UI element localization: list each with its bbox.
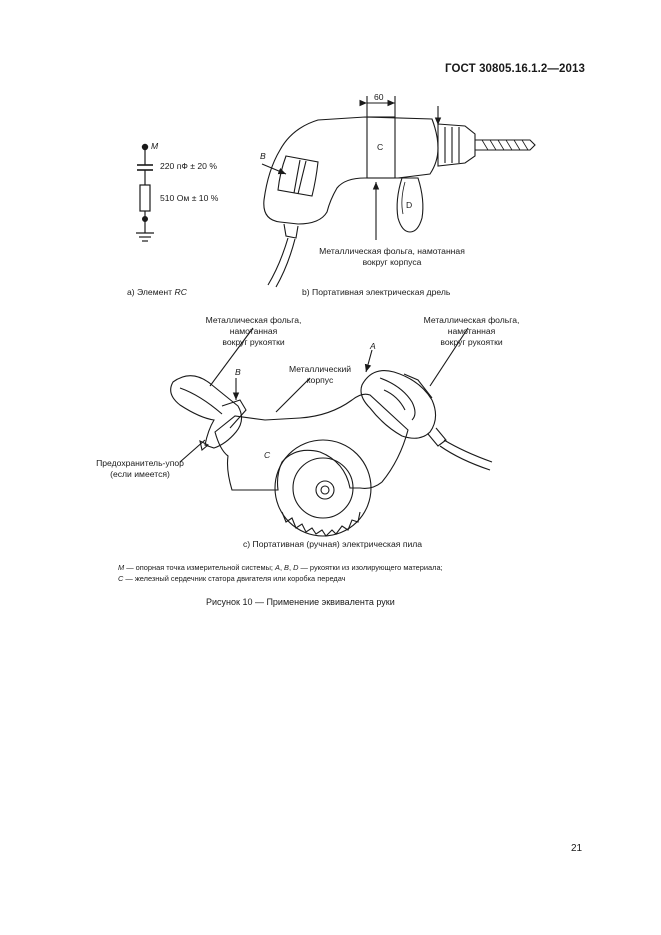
legend-m: M <box>118 563 125 572</box>
capacitor-value: 220 пФ ± 20 % <box>160 161 217 171</box>
caption-c: с) Портативная (ручная) электрическая пила <box>243 539 423 549</box>
saw-left-foil-line3: вокруг рукоятки <box>222 337 285 347</box>
legend-sep2: , <box>288 563 294 572</box>
legend-sep1: , <box>279 563 285 572</box>
caption-a-rc: RC <box>174 287 187 297</box>
saw-front-handle <box>361 371 436 439</box>
saw-left-foil-line1: Металлическая фольга, <box>205 315 302 325</box>
drill-label-b: B <box>260 151 266 161</box>
saw-right-foil-line1: Металлическая фольга, <box>423 315 520 325</box>
saw-guard-label <box>90 458 190 480</box>
page-number: 21 <box>571 843 583 854</box>
saw-left-foil-line2: намотанная <box>229 326 278 336</box>
drill-bit <box>475 140 535 150</box>
legend-c: C <box>118 574 124 583</box>
arrow-a-saw <box>366 350 372 372</box>
legend-b: B <box>284 563 289 572</box>
drill-foil-line1: Металлическая фольга, намотанная <box>319 246 465 256</box>
legend-text1: — опорная точка измерительной системы; <box>124 563 275 572</box>
label-m: M <box>151 141 159 151</box>
caption-a <box>127 287 187 297</box>
drill-foil-label <box>312 246 472 268</box>
saw-label-a: A <box>370 341 376 351</box>
resistor-value: 510 Ом ± 10 % <box>160 193 219 203</box>
caption-b: b) Портативная электрическая дрель <box>302 287 451 297</box>
saw-label-c: C <box>264 450 271 460</box>
drill-label-d: D <box>406 200 413 210</box>
legend-line1 <box>118 562 443 573</box>
saw-arbor <box>316 481 334 499</box>
saw-rear-handle <box>171 376 242 448</box>
saw-blade-teeth <box>282 512 360 536</box>
drill-foil-line2: вокруг корпуса <box>362 257 422 267</box>
drill-foil-b <box>278 156 318 196</box>
legend-line2 <box>118 573 346 584</box>
saw-right-foil-label <box>414 315 529 348</box>
dim-60: 60 <box>374 92 384 102</box>
saw-body-line1: Металлический <box>288 364 352 374</box>
legend-a: A <box>275 563 280 572</box>
saw-guard-line1: Предохранитель-упор <box>96 458 184 468</box>
resistor-symbol <box>140 185 150 211</box>
saw-label-b: B <box>235 367 241 377</box>
drill-chuck <box>438 124 475 166</box>
legend-d: D <box>293 563 299 572</box>
saw-body <box>215 394 408 490</box>
saw-right-foil-line2: намотанная <box>447 326 496 336</box>
saw-guard-line2: (если имеется) <box>110 469 170 479</box>
caption-a-text: а) Элемент <box>127 287 175 297</box>
legend-text2: — рукоятки из изолирующего материала; <box>298 563 443 572</box>
drill-cable-boot <box>284 224 298 238</box>
saw-left-foil-label <box>196 315 311 348</box>
saw-body-label <box>280 364 360 386</box>
figure-caption: Рисунок 10 — Применение эквивалента руки <box>206 597 395 607</box>
legend-text3: — железный сердечник статора двигателя или коробка передач <box>123 574 346 583</box>
drill-cable <box>268 238 288 285</box>
saw-drawing <box>171 328 492 536</box>
drill-label-c: C <box>377 142 384 152</box>
rc-circuit <box>136 144 154 241</box>
document-header: ГОСТ 30805.16.1.2—2013 <box>445 63 585 75</box>
saw-body-line2: корпус <box>306 375 334 385</box>
saw-right-foil-line3: вокруг рукоятки <box>440 337 503 347</box>
